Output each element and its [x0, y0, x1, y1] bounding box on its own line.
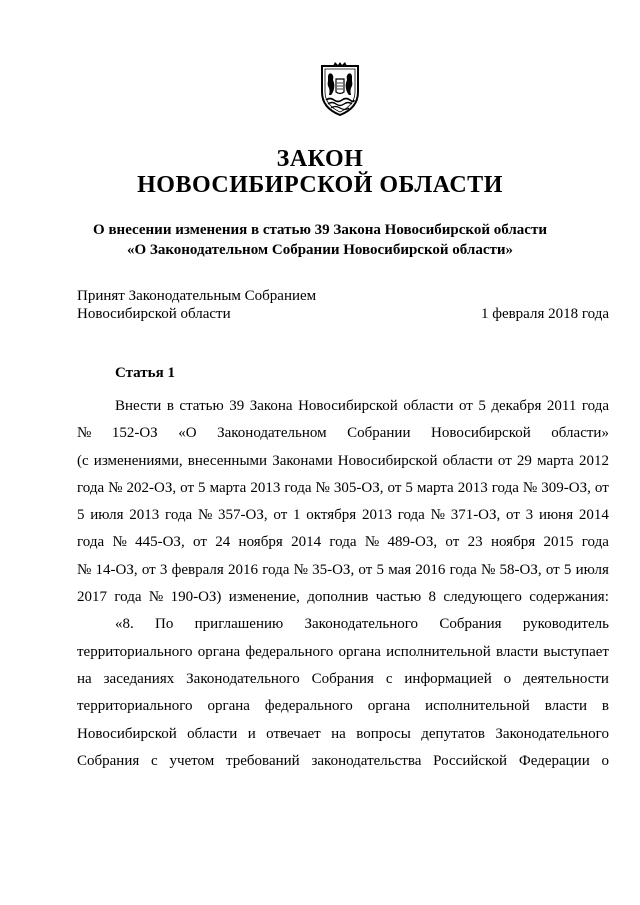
text-line: на заседаниях Законодательного Собрания с информацией о деятельности [77, 670, 609, 687]
novosibirsk-coat-of-arms-icon [316, 62, 364, 118]
text-line: года № 202-ОЗ, от 5 марта 2013 года № 305-ОЗ, от 5 марта 2013 года № 309-ОЗ, от [77, 479, 609, 496]
document-title-line-1: ЗАКОН [276, 146, 364, 172]
text-line: Новосибирской области и отвечает на вопросы депутатов Законодательного [77, 725, 609, 742]
article-heading: Статья 1 [115, 365, 175, 381]
text-line: территориального органа федерального органа исполнительной власти в [77, 698, 609, 715]
text-line: № 14-ОЗ, от 3 февраля 2016 года № 35-ОЗ, от 5 мая 2016 года № 58-ОЗ, от 5 июля [77, 561, 609, 578]
text-line: «8. По приглашению Законодательного Собрания руководитель [115, 616, 609, 633]
adopted-by-line-1 [77, 288, 609, 305]
text-line: 2017 года № 190-ОЗ) изменение, дополнив частью 8 следующего содержания: [77, 589, 609, 606]
text-line: территориального органа федерального органа исполнительной власти выступает [77, 643, 609, 660]
text-line: № 152-ОЗ «О Законодательном Собрании Новосибирской области» [77, 425, 609, 442]
adopted-date: 1 февраля 2018 года [480, 306, 609, 322]
adopted-by-text-1: Принят Законодательным Собранием [77, 288, 317, 304]
text-line: года № 445-ОЗ, от 24 ноября 2014 года № 489-ОЗ, от 23 ноября 2015 года [77, 534, 609, 551]
document-title-line-2: НОВОСИБИРСКОЙ ОБЛАСТИ [137, 172, 503, 198]
paragraph-1 [77, 393, 609, 611]
text-line: (с изменениями, внесенными Законами Новосибирской области от 29 марта 2012 [77, 452, 609, 469]
adopted-by-line-2 [77, 306, 609, 323]
article-body [77, 393, 609, 775]
paragraph-2 [77, 611, 609, 775]
adopted-by-text-2: Новосибирской области [77, 306, 231, 322]
text-line: 5 июля 2013 года № 357-ОЗ, от 1 октября 2013 года № 371-ОЗ, от 3 июня 2014 [77, 507, 609, 524]
text-line: Внести в статью 39 Закона Новосибирской области от 5 декабря 2011 года [115, 398, 609, 414]
document-subtitle-line-2: «О Законодательном Собрании Новосибирской области» [126, 242, 514, 258]
text-line: Собрания с учетом требований законодательства Российской Федерации о [77, 752, 609, 769]
document-subtitle-line-1: О внесении изменения в статью 39 Закона Новосибирской области [93, 222, 547, 238]
